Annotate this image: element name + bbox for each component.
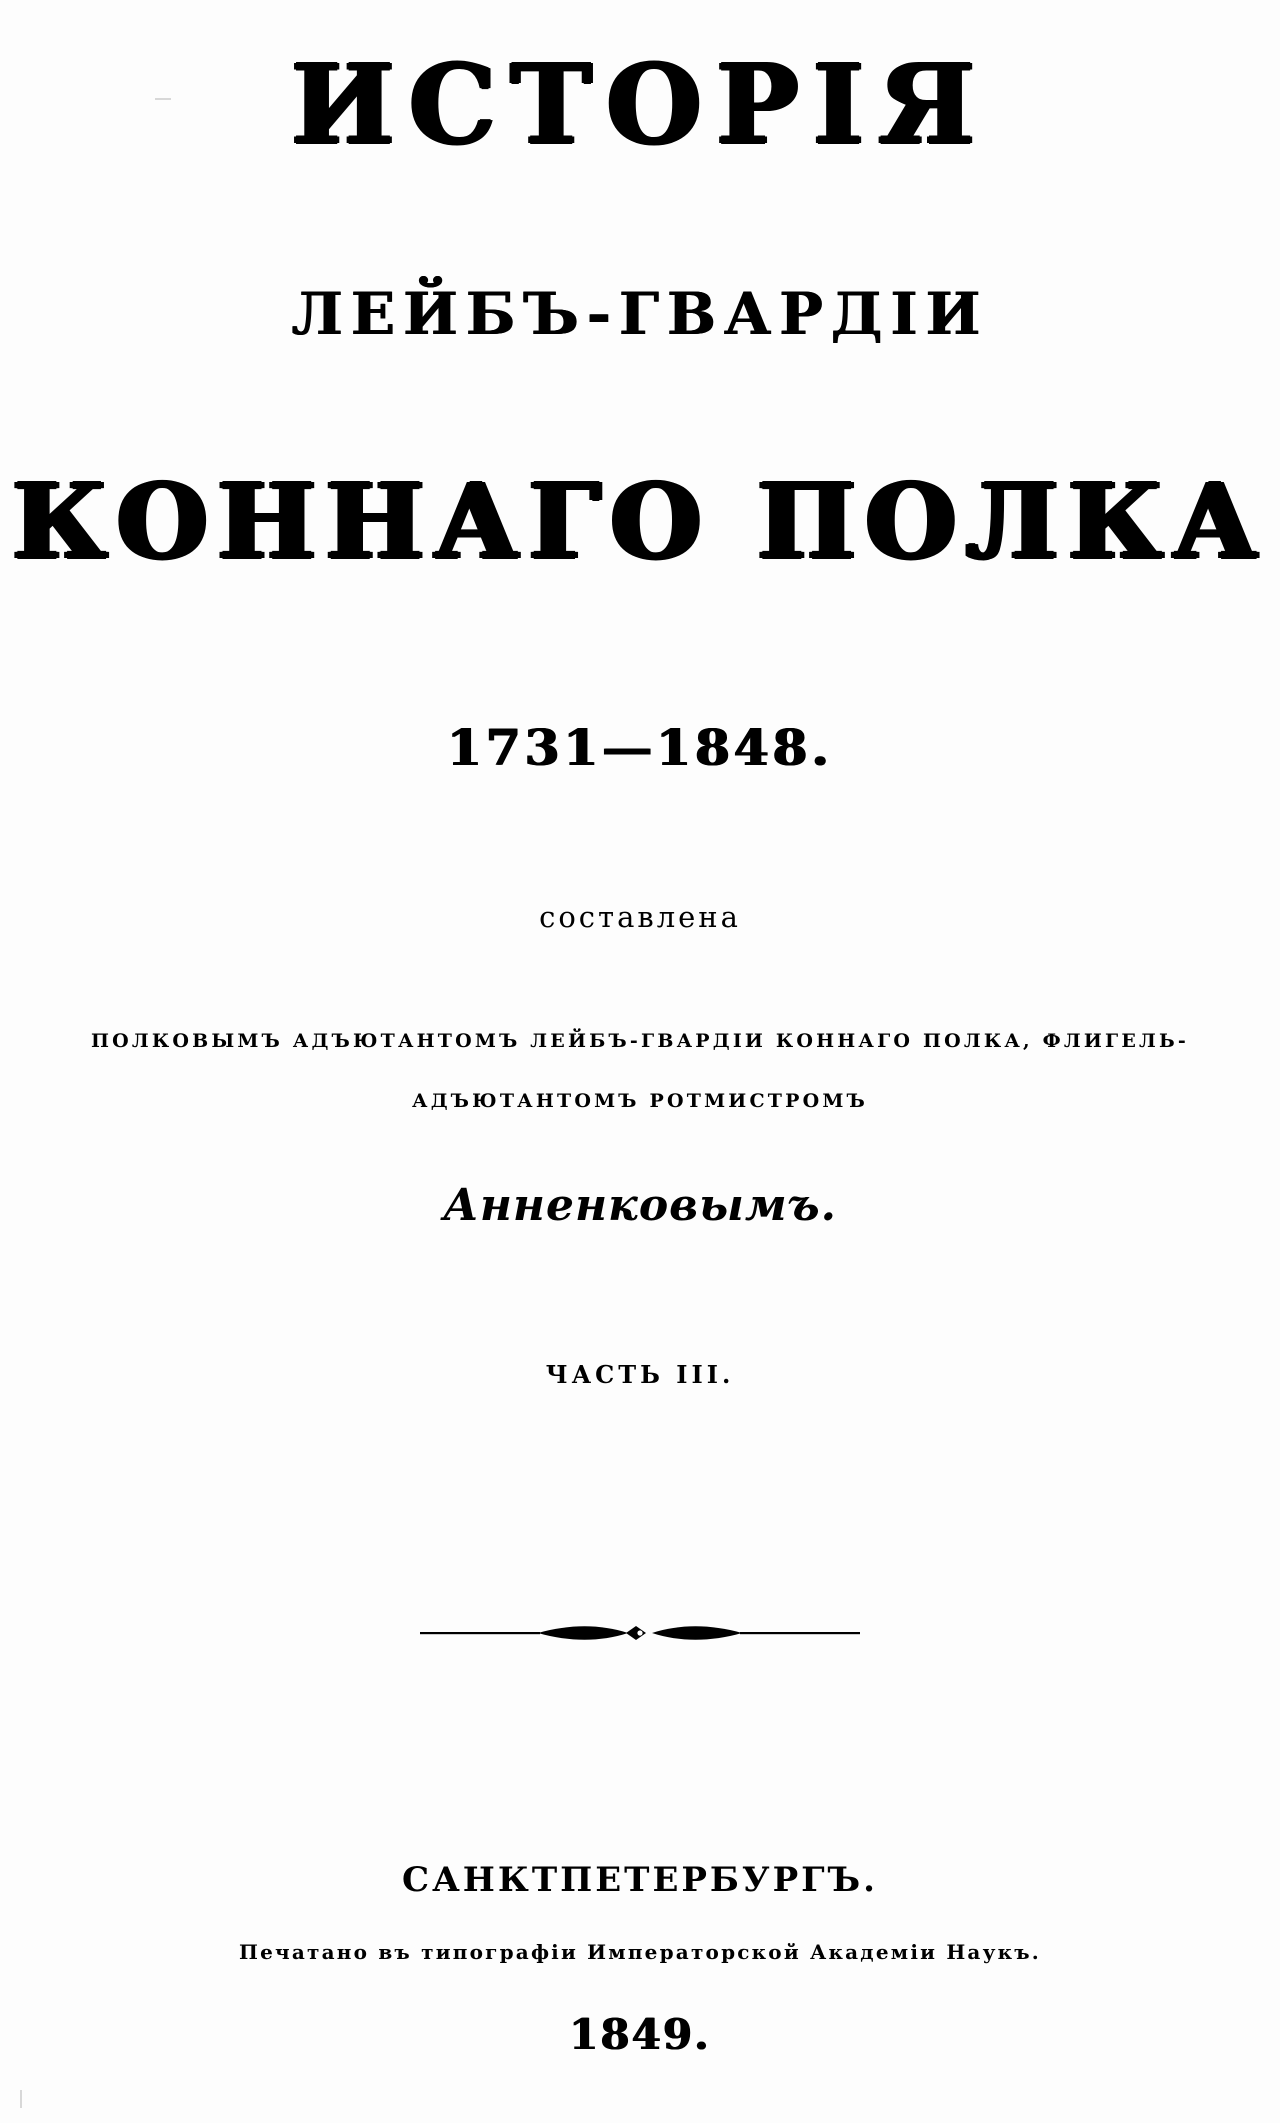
- page-title: ИСТОРІЯ: [290, 40, 990, 169]
- author-name: Анненковымъ.: [443, 1180, 837, 1231]
- volume-part: ЧАСТЬ III.: [545, 1360, 735, 1389]
- printer-imprint: Печатано въ типографiи Императорской Академiи Наукъ.: [239, 1940, 1041, 1964]
- ornament-divider-icon: [0, 1620, 1280, 1646]
- subtitle-guards: ЛЕЙБЪ-ГВАРДIИ: [291, 280, 989, 348]
- publication-city: САНКТПЕТЕРБУРГЪ.: [402, 1860, 878, 1900]
- date-range: 1731—1848.: [447, 718, 833, 777]
- scan-artifact-bottom-left: [20, 2090, 22, 2108]
- publication-year: 1849.: [569, 2010, 711, 2059]
- compiled-label: составлена: [539, 900, 741, 934]
- attribution-line-1: ПОЛКОВЫМЪ АДЪЮТАНТОМЪ ЛЕЙБЪ-ГВАРДIИ КОННАГО ПОЛКА, ФЛИГЕЛЬ-: [90, 1030, 1190, 1052]
- attribution-line-2: АДЪЮТАНТОМЪ РОТМИСТРОМЪ: [412, 1090, 868, 1112]
- subtitle-regiment: КОННАГО ПОЛКА: [12, 460, 1268, 583]
